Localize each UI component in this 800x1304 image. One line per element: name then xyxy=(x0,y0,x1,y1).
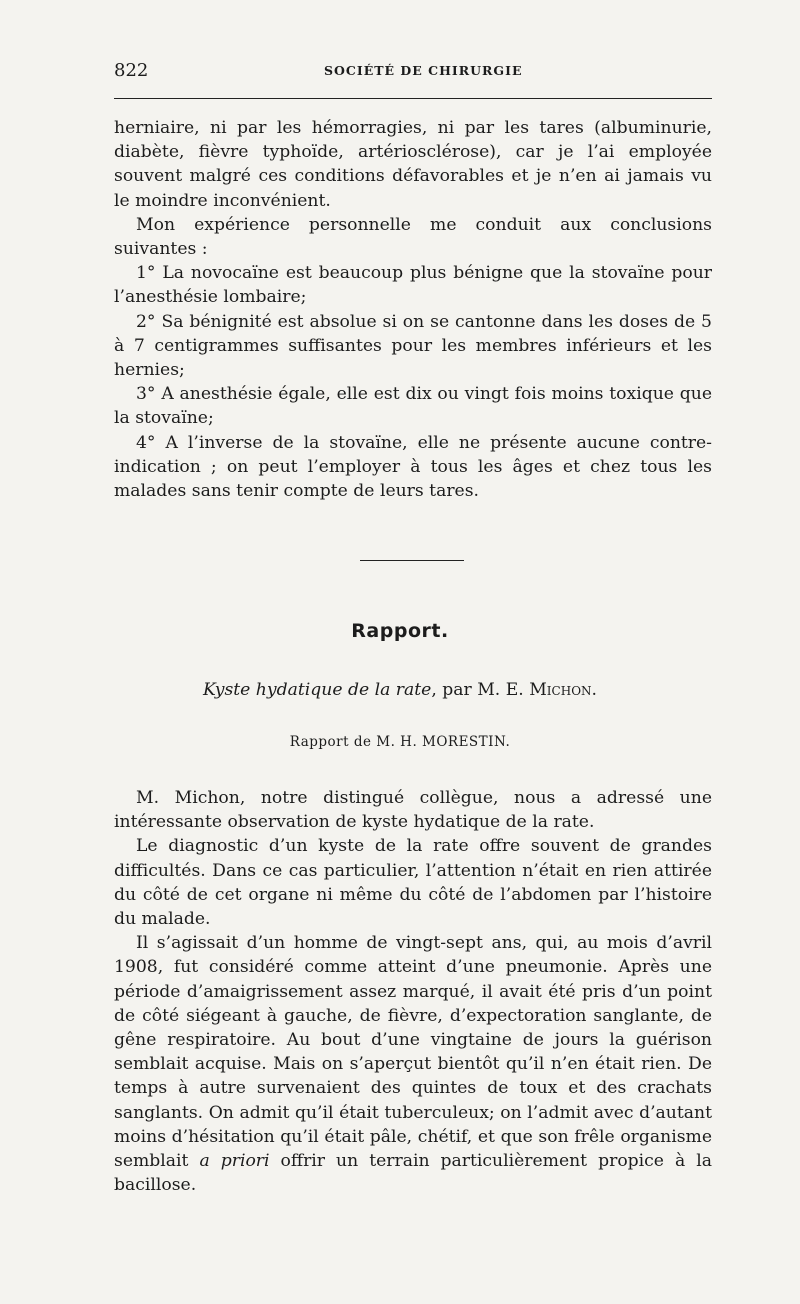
running-head: SOCIÉTÉ DE CHIRURGIE xyxy=(324,63,523,78)
paragraph: M. Michon, notre distingué collègue, nous a adressé une intéressante observation de kyste hydatique de la rate. xyxy=(114,788,712,833)
section-separator xyxy=(360,560,464,561)
page-header xyxy=(114,60,712,90)
paragraph: Le diagnostic d’un kyste de la rate offre souvent de grandes difficultés. Dans ce cas particulier, l’attention n’était en rien attirée du côté de cet organe ni même du côté de l’abdomen par l’histoire du malade. xyxy=(114,836,712,930)
text-run: Il s’agissait d’un homme de vingt-sept ans, qui, au mois d’avril 1908, fut considéré comme atteint d’une pneumonie. Après une période d’amaigrissement assez marqué, il avait été pris d’un point de côté siégeant à gauche, de fièvre, d’expectoration sanglante, de gêne respiratoire. Au bout d’une vingtaine de jours la guérison semblait acquise. Mais on s’aperçut bientôt qu’il n’en était rien. De temps à autre survenaient des quintes de toux et des crachats sanglants. On admit qu’il était tuberculeux; on l’admit avec d’autant moins d’hésitation qu’il était pâle, chétif, et que son frêle organisme semblait xyxy=(114,933,712,1172)
article-title-by: , par M. E. xyxy=(431,680,530,700)
paragraph: 4° A l’inverse de la stovaïne, elle ne présente aucune contre-indication ; on peut l’employer à tous les âges et chez tous les malades sans tenir compte de leurs tares. xyxy=(114,432,712,502)
report-text xyxy=(114,786,712,1197)
section-heading: Rapport. xyxy=(351,620,449,642)
article-title-end: . xyxy=(591,680,597,700)
paragraph: herniaire, ni par les hémorragies, ni par les tares (albuminurie, diabète, fièvre typhoïde, artériosclérose), car je l’ai employée souvent malgré ces conditions défavorables et je n’en ai jamais vu le moindre inconvénient. xyxy=(114,118,712,211)
header-rule xyxy=(114,98,712,99)
text-run: offrir un terrain particulièrement propice à la bacillose. xyxy=(114,1151,712,1196)
page-number: 822 xyxy=(114,60,149,81)
reporter-line: Rapport de M. H. MORESTIN. xyxy=(289,734,511,750)
paragraph: Mon expérience personnelle me conduit aux conclusions suivantes : xyxy=(114,214,712,260)
article-title xyxy=(0,680,800,700)
conclusions-text xyxy=(114,116,712,503)
paragraph: 1° La novocaïne est beaucoup plus bénigne que la stovaïne pour l’anesthésie lombaire; xyxy=(114,263,712,308)
article-title-italic: Kyste hydatique de la rate xyxy=(203,680,432,700)
paragraph xyxy=(114,931,712,1197)
paragraph: 2° Sa bénignité est absolue si on se cantonne dans les doses de 5 à 7 centigrammes suffisantes pour les membres inférieurs et les hernies; xyxy=(114,311,712,381)
article-author: Michon xyxy=(529,680,592,700)
italic-text: a priori xyxy=(199,1151,270,1172)
paragraph: 3° A anesthésie égale, elle est dix ou vingt fois moins toxique que la stovaïne; xyxy=(114,384,712,429)
